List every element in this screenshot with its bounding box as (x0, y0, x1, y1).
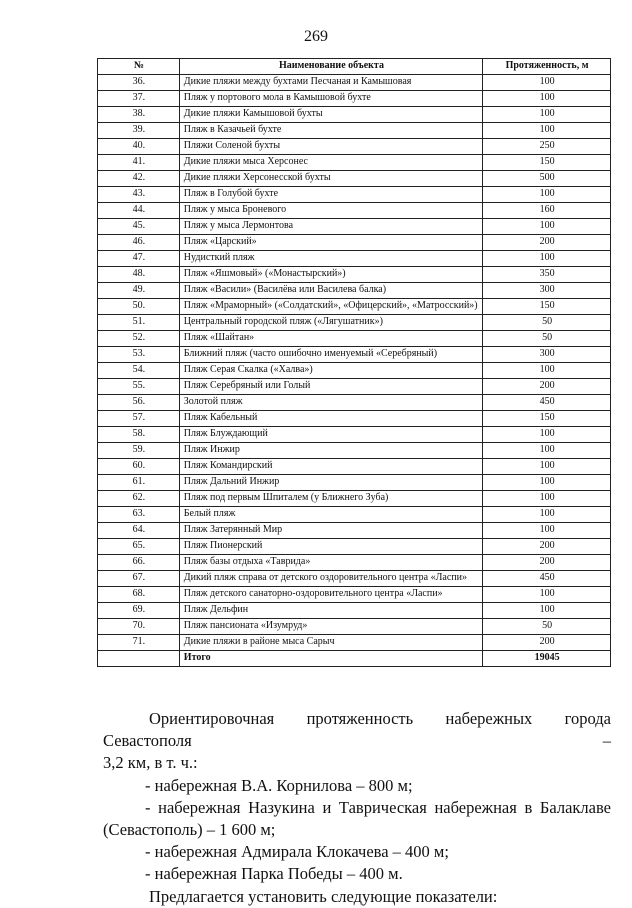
row-number: 36. (98, 75, 180, 91)
table-row (98, 459, 611, 475)
row-object-name: Дикие пляжи между бухтами Песчаная и Камышовая (179, 75, 482, 91)
row-number: 58. (98, 427, 180, 443)
table-row (98, 347, 611, 363)
table-row (98, 187, 611, 203)
row-length: 50 (483, 315, 611, 331)
row-length: 100 (483, 507, 611, 523)
embankment-item-4: - набережная Парка Победы – 400 м. (145, 864, 403, 884)
row-number: 57. (98, 411, 180, 427)
row-object-name: Пляж «Яшмовый» («Монастырский») (179, 267, 482, 283)
table-row (98, 123, 611, 139)
row-object-name: Пляж Затерянный Мир (179, 523, 482, 539)
table-row (98, 331, 611, 347)
row-length: 100 (483, 123, 611, 139)
row-number: 48. (98, 267, 180, 283)
total-label: Итого (179, 651, 482, 667)
row-length: 100 (483, 363, 611, 379)
table-row (98, 139, 611, 155)
row-length: 100 (483, 491, 611, 507)
row-number: 50. (98, 299, 180, 315)
row-object-name: Ближний пляж (часто ошибочно именуемый «Серебряный) (179, 347, 482, 363)
row-number: 39. (98, 123, 180, 139)
row-object-name: Пляж Кабельный (179, 411, 482, 427)
row-length: 100 (483, 91, 611, 107)
row-length: 100 (483, 427, 611, 443)
row-length: 100 (483, 251, 611, 267)
row-length: 100 (483, 75, 611, 91)
row-object-name: Пляж пансионата «Изумруд» (179, 619, 482, 635)
row-object-name: Пляж Командирский (179, 459, 482, 475)
row-object-name: Белый пляж (179, 507, 482, 523)
embankment-item-3: - набережная Адмирала Клокачева – 400 м; (145, 842, 449, 862)
row-number: 60. (98, 459, 180, 475)
row-length: 200 (483, 555, 611, 571)
row-number: 44. (98, 203, 180, 219)
row-number: 56. (98, 395, 180, 411)
row-object-name: Нудисткий пляж (179, 251, 482, 267)
row-length: 100 (483, 475, 611, 491)
table-row (98, 603, 611, 619)
row-length: 200 (483, 235, 611, 251)
total-number (98, 651, 180, 667)
row-number: 69. (98, 603, 180, 619)
row-object-name: Пляж Серая Скалка («Халва») (179, 363, 482, 379)
row-length: 100 (483, 443, 611, 459)
table-row (98, 107, 611, 123)
table-row (98, 555, 611, 571)
row-object-name: Пляж базы отдыха «Таврида» (179, 555, 482, 571)
row-object-name: Дикие пляжи в районе мыса Сарыч (179, 635, 482, 651)
row-object-name: Пляж в Голубой бухте (179, 187, 482, 203)
body-text (103, 708, 611, 908)
header-number: № (98, 59, 180, 75)
total-row (98, 651, 611, 667)
table-row (98, 283, 611, 299)
row-number: 66. (98, 555, 180, 571)
row-number: 70. (98, 619, 180, 635)
row-object-name: Дикий пляж справа от детского оздоровительного центра «Ласпи» (179, 571, 482, 587)
table-row (98, 315, 611, 331)
embankment-item-2-line1: - набережная Назукина и Таврическая набережная в Балаклаве (145, 797, 611, 817)
table-row (98, 203, 611, 219)
row-number: 38. (98, 107, 180, 123)
row-length: 250 (483, 139, 611, 155)
row-length: 100 (483, 603, 611, 619)
total-length: 19045 (483, 651, 611, 667)
table-row (98, 491, 611, 507)
row-length: 160 (483, 203, 611, 219)
row-object-name: Пляж «Царский» (179, 235, 482, 251)
table-row (98, 299, 611, 315)
row-length: 500 (483, 171, 611, 187)
table-row (98, 427, 611, 443)
row-length: 100 (483, 459, 611, 475)
indicators-intro: Предлагается установить следующие показатели: (149, 886, 498, 906)
row-number: 51. (98, 315, 180, 331)
row-number: 46. (98, 235, 180, 251)
table-row (98, 235, 611, 251)
row-object-name: Пляж «Мраморный» («Солдатский», «Офицерский», «Матросский») (179, 299, 482, 315)
embankment-item-1: - набережная В.А. Корнилова – 800 м; (145, 775, 413, 795)
row-number: 52. (98, 331, 180, 347)
row-object-name: Пляж Блуждающий (179, 427, 482, 443)
row-number: 37. (98, 91, 180, 107)
row-number: 53. (98, 347, 180, 363)
row-object-name: Пляж «Шайтан» (179, 331, 482, 347)
row-object-name: Пляж Дальний Инжир (179, 475, 482, 491)
row-length: 200 (483, 539, 611, 555)
row-number: 47. (98, 251, 180, 267)
table-row (98, 443, 611, 459)
table-row (98, 539, 611, 555)
row-length: 300 (483, 347, 611, 363)
table-row (98, 395, 611, 411)
row-object-name: Пляж у портового мола в Камышовой бухте (179, 91, 482, 107)
table-row (98, 635, 611, 651)
row-length: 200 (483, 379, 611, 395)
row-number: 42. (98, 171, 180, 187)
row-number: 71. (98, 635, 180, 651)
embankment-item-2-line2: (Севастополь) – 1 600 м; (103, 820, 276, 840)
row-object-name: Пляж Серебряный или Голый (179, 379, 482, 395)
table-header-row (98, 59, 611, 75)
row-number: 55. (98, 379, 180, 395)
row-object-name: Дикие пляжи мыса Херсонес (179, 155, 482, 171)
table-row (98, 363, 611, 379)
row-object-name: Дикие пляжи Херсонесской бухты (179, 171, 482, 187)
row-length: 100 (483, 587, 611, 603)
row-object-name: Пляж у мыса Лермонтова (179, 219, 482, 235)
table-row (98, 523, 611, 539)
table-row (98, 571, 611, 587)
table-row (98, 91, 611, 107)
row-number: 67. (98, 571, 180, 587)
row-object-name: Пляж «Васили» (Василёва или Василева балка) (179, 283, 482, 299)
row-object-name: Дикие пляжи Камышовой бухты (179, 107, 482, 123)
row-number: 64. (98, 523, 180, 539)
table-body (98, 75, 611, 667)
row-number: 59. (98, 443, 180, 459)
table-row (98, 155, 611, 171)
row-number: 49. (98, 283, 180, 299)
table-row (98, 379, 611, 395)
row-object-name: Пляж Дельфин (179, 603, 482, 619)
embankments-intro-line2: 3,2 км, в т. ч.: (103, 753, 198, 773)
row-object-name: Пляж Инжир (179, 443, 482, 459)
table-row (98, 411, 611, 427)
row-length: 200 (483, 635, 611, 651)
row-number: 61. (98, 475, 180, 491)
header-length: Протяженность, м (483, 59, 611, 75)
row-object-name: Пляжи Соленой бухты (179, 139, 482, 155)
row-length: 150 (483, 299, 611, 315)
row-number: 65. (98, 539, 180, 555)
row-length: 450 (483, 395, 611, 411)
row-length: 100 (483, 219, 611, 235)
row-number: 40. (98, 139, 180, 155)
page-number: 269 (304, 28, 328, 45)
row-length: 150 (483, 155, 611, 171)
row-length: 100 (483, 523, 611, 539)
table-row (98, 219, 611, 235)
table-row (98, 587, 611, 603)
row-object-name: Центральный городской пляж («Лягушатник») (179, 315, 482, 331)
row-object-name: Пляж под первым Шпиталем (у Ближнего Зуба) (179, 491, 482, 507)
row-length: 50 (483, 331, 611, 347)
row-number: 62. (98, 491, 180, 507)
row-number: 41. (98, 155, 180, 171)
header-object-name: Наименование объекта (179, 59, 482, 75)
row-number: 45. (98, 219, 180, 235)
row-length: 100 (483, 187, 611, 203)
beaches-table (97, 58, 611, 667)
row-length: 50 (483, 619, 611, 635)
embankments-intro-line1: Ориентировочная протяженность набережных города Севастополя – (103, 709, 611, 751)
table-row (98, 507, 611, 523)
table-row (98, 75, 611, 91)
row-length: 300 (483, 283, 611, 299)
table-row (98, 619, 611, 635)
row-object-name: Золотой пляж (179, 395, 482, 411)
row-length: 350 (483, 267, 611, 283)
row-number: 43. (98, 187, 180, 203)
row-object-name: Пляж в Казачьей бухте (179, 123, 482, 139)
table-row (98, 251, 611, 267)
row-object-name: Пляж у мыса Броневого (179, 203, 482, 219)
row-number: 63. (98, 507, 180, 523)
row-number: 54. (98, 363, 180, 379)
row-length: 150 (483, 411, 611, 427)
row-object-name: Пляж Пионерский (179, 539, 482, 555)
row-length: 100 (483, 107, 611, 123)
table-row (98, 475, 611, 491)
row-length: 450 (483, 571, 611, 587)
row-number: 68. (98, 587, 180, 603)
table-row (98, 267, 611, 283)
row-object-name: Пляж детского санаторно-оздоровительного центра «Ласпи» (179, 587, 482, 603)
table-row (98, 171, 611, 187)
